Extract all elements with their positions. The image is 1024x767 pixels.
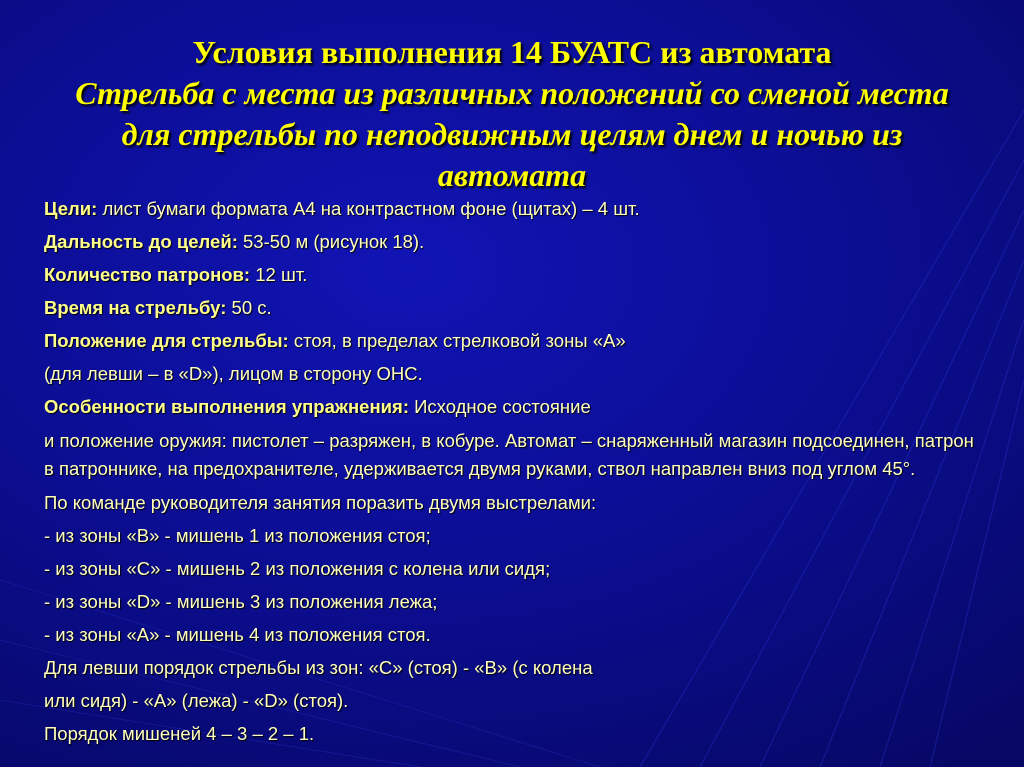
paragraph-text: - из зоны «А» - мишень 4 из положения стоя. <box>44 624 431 645</box>
paragraph-text: Порядок мишеней 4 – 3 – 2 – 1. <box>44 723 315 744</box>
paragraph-weapon-state <box>44 427 984 490</box>
paragraph-distance <box>44 229 984 262</box>
paragraph-left-handed-order <box>44 655 984 688</box>
paragraph-text: Для левши порядок стрельбы из зон: «С» (стоя) - «В» (с колена <box>44 657 593 678</box>
slide-body <box>44 196 984 754</box>
paragraph-text: Исходное состояние <box>408 396 591 417</box>
paragraph-label: Дальность до целей: <box>44 231 238 252</box>
paragraph-position <box>44 328 984 361</box>
paragraph-text: лист бумаги формата А4 на контрастном фоне (щитах) – 4 шт. <box>97 198 640 219</box>
list-item <box>44 556 984 589</box>
paragraph-time <box>44 295 984 328</box>
paragraph-text: 50 с. <box>226 297 272 318</box>
paragraph-text: - из зоны «В» - мишень 1 из положения стоя; <box>44 525 431 546</box>
title-line-1: Условия выполнения 14 БУАТС из автомата <box>192 34 832 70</box>
paragraph-targets <box>44 196 984 229</box>
paragraph-features <box>44 394 984 427</box>
list-item <box>44 589 984 622</box>
paragraph-text: 12 шт. <box>250 264 308 285</box>
title-subtitle: Стрельба с места из различных положений со сменой места для стрельбы по неподвижным целям днем и ночью из автомата <box>75 75 949 193</box>
paragraph-target-order <box>44 721 984 754</box>
paragraph-text: стоя, в пределах стрелковой зоны «А» <box>288 330 626 351</box>
paragraph-text: 53-50 м (рисунок 18). <box>237 231 425 252</box>
paragraph-text: - из зоны «D» - мишень 3 из положения лежа; <box>44 591 438 612</box>
paragraph-label: Положение для стрельбы: <box>44 330 289 351</box>
paragraph-command <box>44 490 984 523</box>
paragraph-left-handed-zone <box>44 361 984 394</box>
list-item <box>44 523 984 556</box>
paragraph-text: или сидя) - «А» (лежа) - «D» (стоя). <box>44 690 349 711</box>
slide-title <box>60 32 964 196</box>
paragraph-text: и положение оружия: пистолет – разряжен, в кобуре. Автомат – снаряженный магазин подсоединен, патрон в патроннике, на предохранителе, удерживается двумя руками, ствол направлен вниз под углом 45°. <box>44 430 974 479</box>
list-item <box>44 622 984 655</box>
paragraph-label: Цели: <box>44 198 98 219</box>
paragraph-text: (для левши – в «D»), лицом в сторону ОНС. <box>44 363 423 384</box>
paragraph-ammo <box>44 262 984 295</box>
paragraph-label: Время на стрельбу: <box>44 297 227 318</box>
paragraph-label: Количество патронов: <box>44 264 251 285</box>
paragraph-label: Особенности выполнения упражнения: <box>44 396 409 417</box>
paragraph-left-handed-order-cont <box>44 688 984 721</box>
paragraph-text: - из зоны «С» - мишень 2 из положения с колена или сидя; <box>44 558 551 579</box>
paragraph-text: По команде руководителя занятия поразить двумя выстрелами: <box>44 492 597 513</box>
